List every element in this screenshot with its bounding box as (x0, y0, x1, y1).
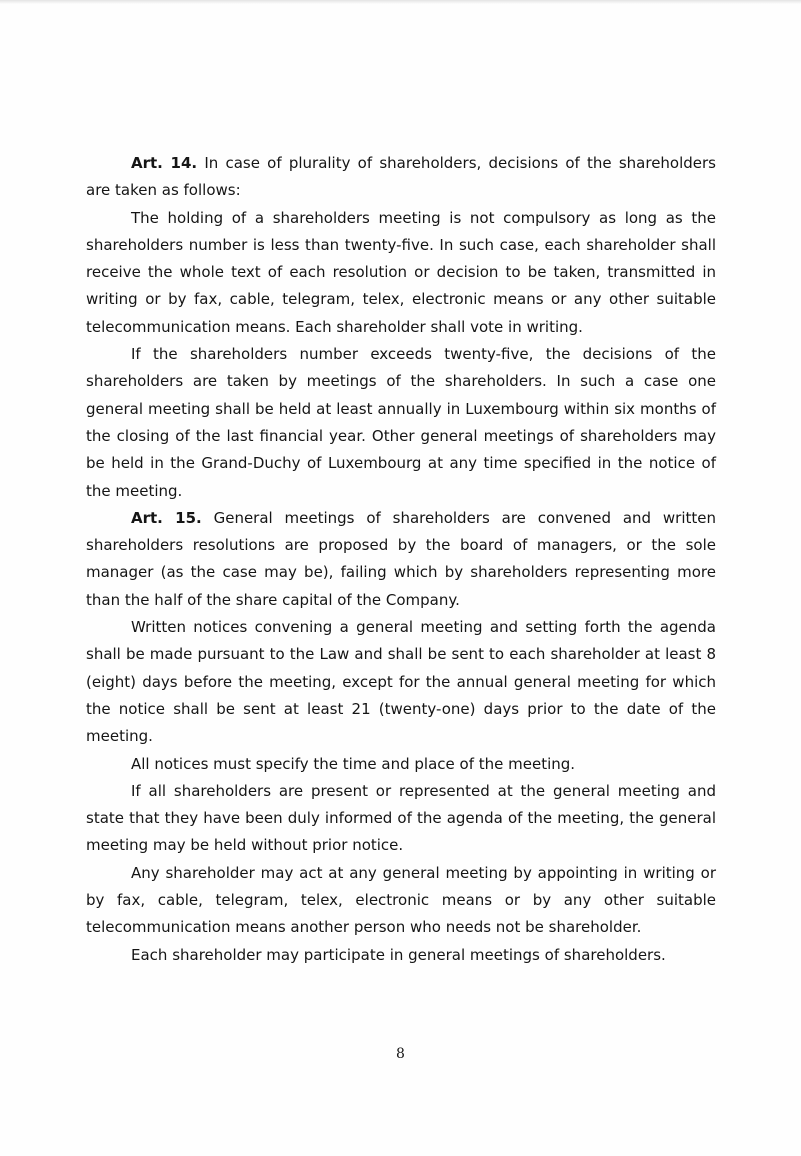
paragraph-art-14 (86, 150, 716, 205)
paragraph-art-15 (86, 505, 716, 614)
article-label: Art. 14. (131, 154, 198, 172)
paragraph (86, 860, 716, 942)
paragraph (86, 778, 716, 860)
paragraph-text: Each shareholder may participate in general meetings of shareholders. (131, 945, 666, 964)
paragraph-text: Written notices convening a general meeting and setting forth the agenda shall be made pursuant to the Law and shall be sent to each shareholder at least 8 (eight) days before the meeting, except for the annual general meeting for which the notice shall be sent at least 21 (twenty-one) days prior to the date of the meeting. (86, 618, 716, 746)
paragraph-text: If all shareholders are present or represented at the general meeting and state that they have been duly informed of the agenda of the meeting, the general meeting may be held without prior notice. (86, 781, 716, 855)
paragraph (86, 341, 716, 505)
paragraph (86, 614, 716, 750)
paragraph-text: In case of plurality of shareholders, decisions of the shareholders are taken as follows: (86, 154, 717, 200)
paragraph-text: The holding of a shareholders meeting is not compulsory as long as the shareholders number is less than twenty-five. In such case, each shareholder shall receive the whole text of each resolution or decision to be taken, transmitted in writing or by fax, cable, telegram, telex, electronic means or any other suitable telecommunication means. Each shareholder shall vote in writing. (86, 208, 716, 336)
paragraph (86, 942, 716, 969)
paragraph-text: All notices must specify the time and place of the meeting. (131, 754, 576, 773)
paragraph-text: General meetings of shareholders are convened and written shareholders resolutions are proposed by the board of managers, or the sole manager (as the case may be), failing which by shareholders representing more than the half of the share capital of the Company. (86, 508, 717, 609)
paragraph (86, 751, 716, 778)
paragraph-text: If the shareholders number exceeds twenty-five, the decisions of the shareholders are taken by meetings of the shareholders. In such a case one general meeting shall be held at least annually in Luxembourg within six months of the closing of the last financial year. Other general meetings of shareholders may be held in the Grand-Duchy of Luxembourg at any time specified in the notice of the meeting. (86, 345, 716, 500)
paragraph (86, 205, 716, 341)
article-label: Art. 15. (131, 508, 202, 527)
articles-body (86, 150, 716, 969)
page-number: 8 (396, 1046, 405, 1062)
scan-edge (0, 0, 801, 4)
paragraph-text: Any shareholder may act at any general meeting by appointing in writing or by fax, cable, telegram, telex, electronic means or by any other suitable telecommunication means another person who needs not be shareholder. (86, 863, 716, 937)
